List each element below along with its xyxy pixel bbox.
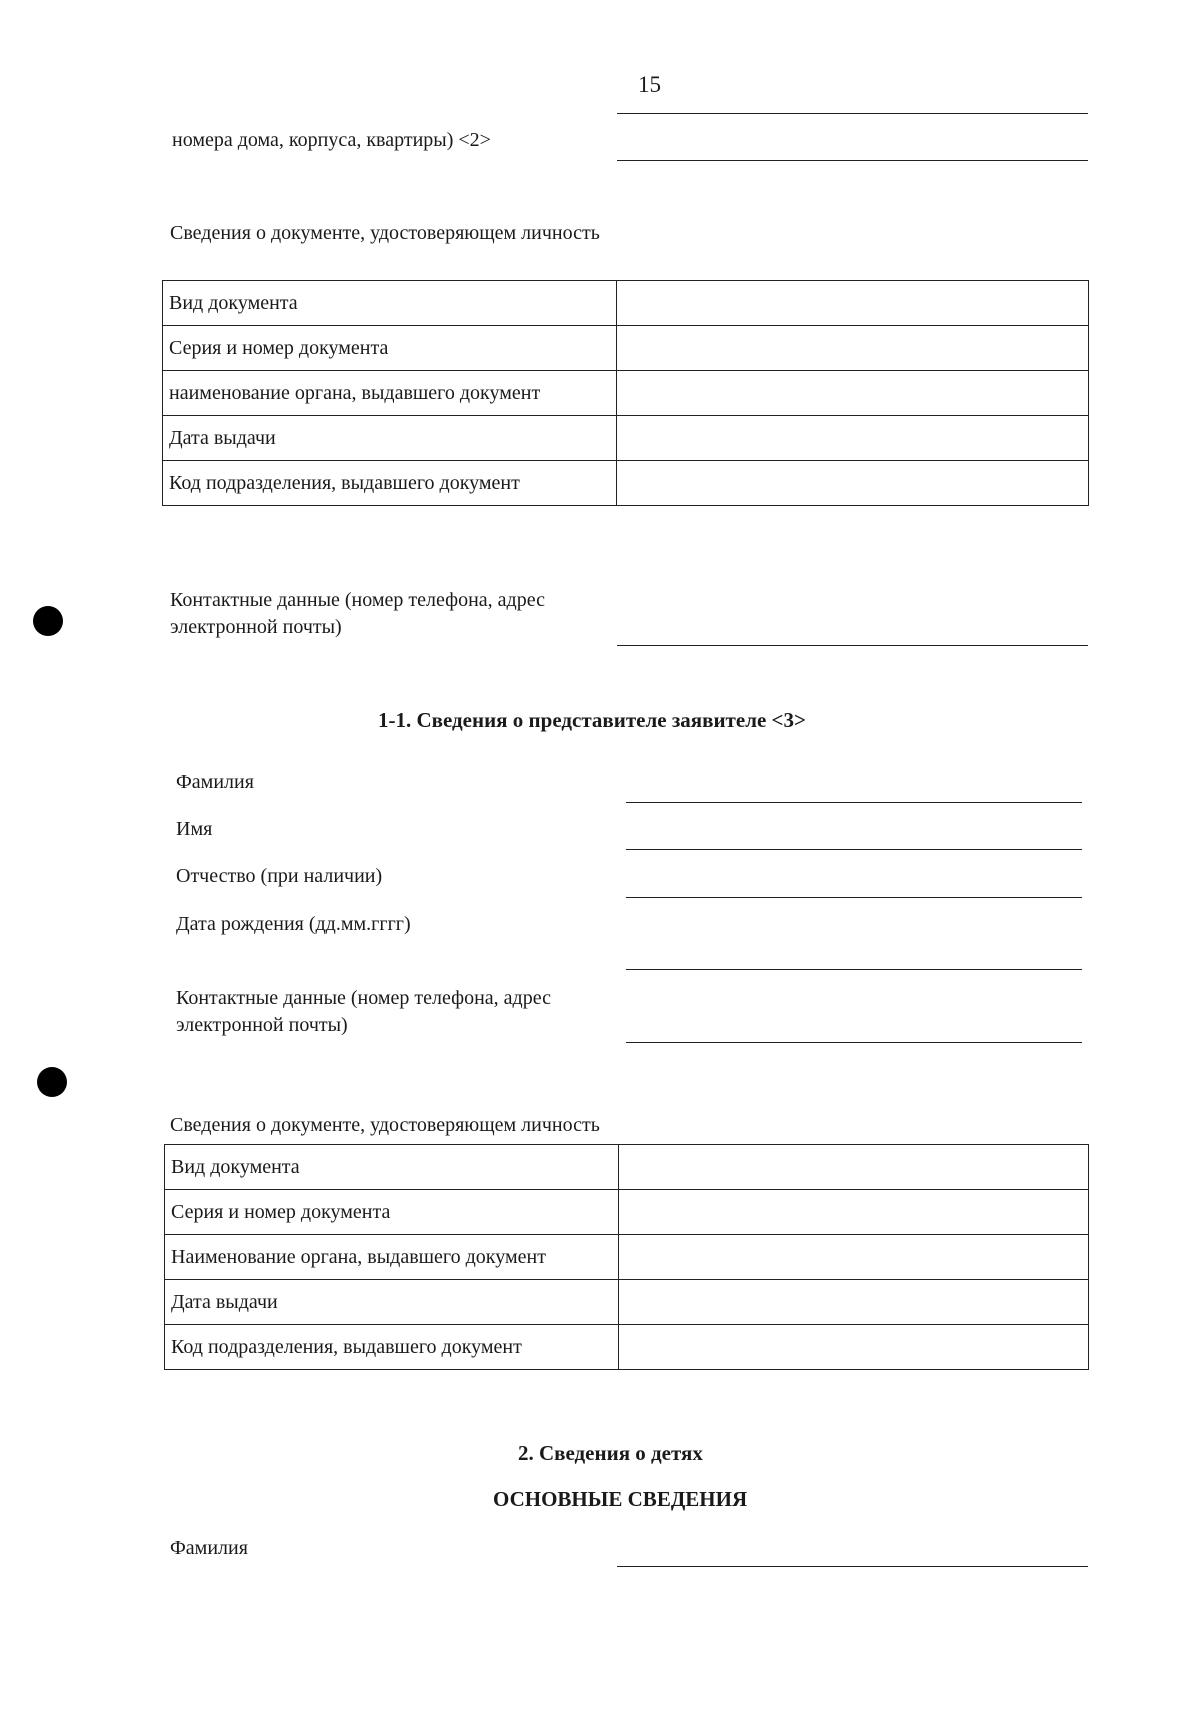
representative-surname-input[interactable] bbox=[626, 802, 1082, 803]
row-label: Вид документа bbox=[165, 1145, 619, 1190]
representative-patronymic-label: Отчество (при наличии) bbox=[176, 865, 383, 887]
representative-id-doc-title: Сведения о документе, удостоверяющем личность bbox=[170, 1114, 600, 1136]
issuing-authority-field[interactable] bbox=[617, 371, 1089, 416]
table-row bbox=[163, 326, 1089, 371]
row-label: Серия и номер документа bbox=[165, 1190, 619, 1235]
contacts-line-1: Контактные данные (номер телефона, адрес bbox=[170, 589, 545, 611]
address-tail-label: номера дома, корпуса, квартиры) <2> bbox=[172, 129, 491, 151]
row-label: Серия и номер документа bbox=[163, 326, 617, 371]
document-number-field[interactable] bbox=[617, 326, 1089, 371]
row-label: Наименование органа, выдавшего документ bbox=[165, 1235, 619, 1280]
page-number: 15 bbox=[638, 72, 661, 97]
representative-name-label: Имя bbox=[176, 818, 213, 840]
children-subheading: ОСНОВНЫЕ СВЕДЕНИЯ bbox=[493, 1487, 748, 1511]
applicant-id-doc-title: Сведения о документе, удостоверяющем личность bbox=[170, 222, 600, 244]
children-surname-input[interactable] bbox=[617, 1566, 1088, 1567]
representative-name-input[interactable] bbox=[626, 849, 1082, 850]
applicant-id-doc-table bbox=[162, 280, 1089, 506]
contacts-line-2: электронной почты) bbox=[170, 616, 342, 638]
punch-hole-bottom bbox=[37, 1067, 67, 1097]
representative-birthdate-label: Дата рождения (дд.мм.гггг) bbox=[176, 913, 411, 935]
contacts-line-2: электронной почты) bbox=[176, 1014, 348, 1036]
issue-date-field[interactable] bbox=[617, 416, 1089, 461]
address-line-top bbox=[617, 113, 1088, 114]
address-input-line[interactable] bbox=[617, 160, 1088, 161]
representative-id-doc-table bbox=[164, 1144, 1089, 1370]
issuing-authority-field[interactable] bbox=[619, 1235, 1089, 1280]
table-row bbox=[163, 371, 1089, 416]
representative-contacts-label bbox=[176, 985, 636, 1039]
applicant-contacts-label bbox=[170, 587, 630, 641]
row-label: Дата выдачи bbox=[163, 416, 617, 461]
row-label: Вид документа bbox=[163, 281, 617, 326]
representative-patronymic-input[interactable] bbox=[626, 897, 1082, 898]
table-row bbox=[163, 416, 1089, 461]
contacts-line-1: Контактные данные (номер телефона, адрес bbox=[176, 987, 551, 1009]
row-label: Код подразделения, выдавшего документ bbox=[163, 461, 617, 506]
department-code-field[interactable] bbox=[619, 1325, 1089, 1370]
department-code-field[interactable] bbox=[617, 461, 1089, 506]
issue-date-field[interactable] bbox=[619, 1280, 1089, 1325]
document-type-field[interactable] bbox=[617, 281, 1089, 326]
table-row bbox=[165, 1325, 1089, 1370]
row-label: Дата выдачи bbox=[165, 1280, 619, 1325]
applicant-contacts-input-line[interactable] bbox=[617, 645, 1088, 646]
document-type-field[interactable] bbox=[619, 1145, 1089, 1190]
representative-contacts-input[interactable] bbox=[626, 1042, 1082, 1043]
document-number-field[interactable] bbox=[619, 1190, 1089, 1235]
table-row bbox=[165, 1235, 1089, 1280]
representative-surname-label: Фамилия bbox=[176, 771, 254, 793]
table-row bbox=[165, 1190, 1089, 1235]
table-row bbox=[163, 461, 1089, 506]
punch-hole-top bbox=[33, 606, 63, 636]
table-row bbox=[165, 1145, 1089, 1190]
children-surname-label: Фамилия bbox=[170, 1537, 248, 1559]
children-heading: 2. Сведения о детях bbox=[518, 1441, 703, 1465]
table-row bbox=[165, 1280, 1089, 1325]
row-label: Код подразделения, выдавшего документ bbox=[165, 1325, 619, 1370]
representative-birthdate-input[interactable] bbox=[626, 969, 1082, 970]
table-row bbox=[163, 281, 1089, 326]
row-label: наименование органа, выдавшего документ bbox=[163, 371, 617, 416]
representative-heading: 1-1. Сведения о представителе заявителе <3> bbox=[378, 708, 806, 732]
